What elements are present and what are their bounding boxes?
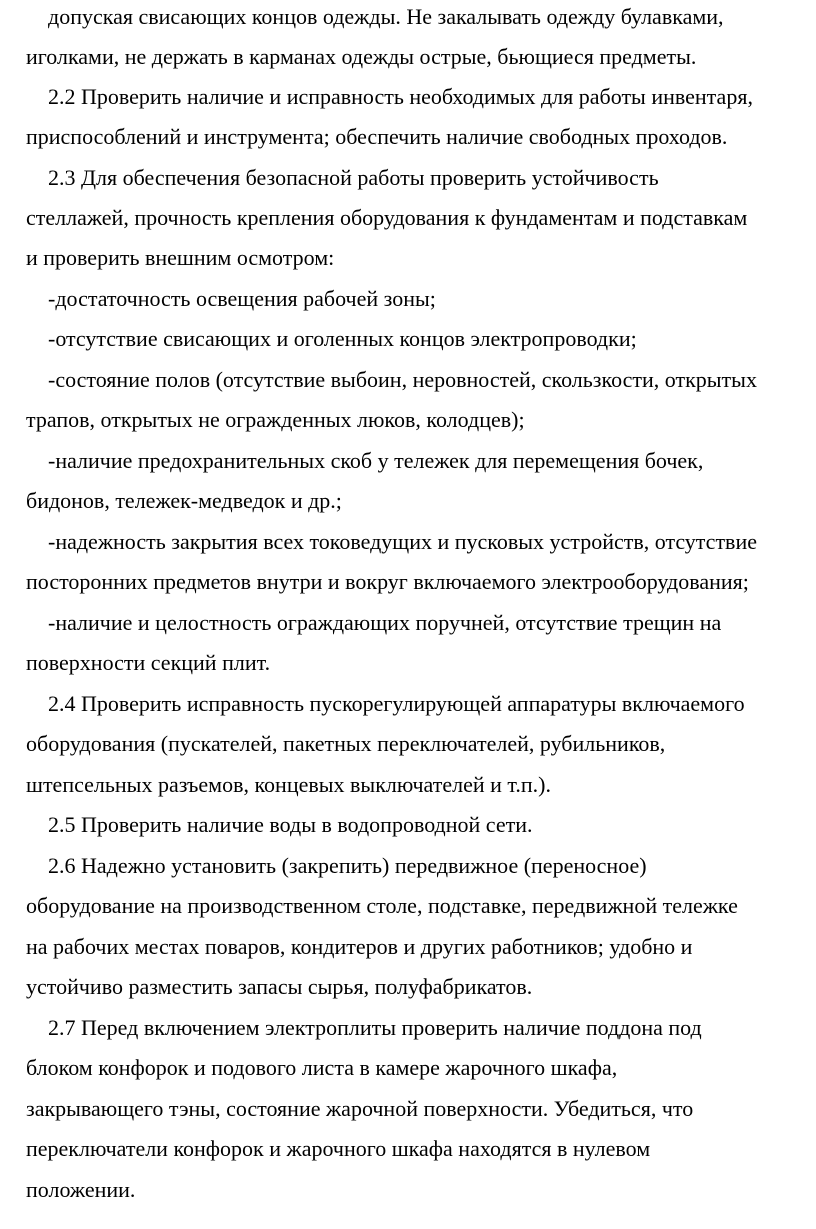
- text-line: иголками, не держать в карманах одежды острые, бьющиеся предметы.: [26, 44, 697, 69]
- text-line: 2.5 Проверить наличие воды в водопроводной сети.: [48, 812, 533, 837]
- text-line: -достаточность освещения рабочей зоны;: [48, 286, 436, 311]
- text-line: 2.3 Для обеспечения безопасной работы проверить устойчивость: [48, 165, 659, 190]
- text-line: трапов, открытых не огражденных люков, колодцев);: [26, 407, 525, 432]
- text-line: закрывающего тэны, состояние жарочной поверхности. Убедиться, что: [26, 1096, 694, 1121]
- text-line: -надежность закрытия всех токоведущих и пусковых устройств, отсутствие: [48, 529, 757, 554]
- text-line: и проверить внешним осмотром:: [26, 245, 335, 270]
- text-line: бидонов, тележек-медведок и др.;: [26, 488, 342, 513]
- text-line: оборудование на производственном столе, подставке, передвижной тележке: [26, 893, 738, 918]
- text-line: на рабочих местах поваров, кондитеров и других работников; удобно и: [26, 934, 693, 959]
- text-line: переключатели конфорок и жарочного шкафа находятся в нулевом: [26, 1136, 651, 1161]
- text-line: приспособлений и инструмента; обеспечить наличие свободных проходов.: [26, 124, 728, 149]
- text-line: -отсутствие свисающих и оголенных концов электропроводки;: [48, 326, 637, 351]
- text-line: оборудования (пускателей, пакетных переключателей, рубильников,: [26, 731, 666, 756]
- text-line: посторонних предметов внутри и вокруг включаемого электрооборудования;: [26, 569, 749, 594]
- text-line: 2.6 Надежно установить (закрепить) передвижное (переносное): [48, 853, 647, 878]
- text-line: стеллажей, прочность крепления оборудования к фундаментам и подставкам: [26, 205, 748, 230]
- text-line: штепсельных разъемов, концевых выключателей и т.п.).: [26, 772, 551, 797]
- text-line: -наличие предохранительных скоб у тележек для перемещения бочек,: [48, 448, 704, 473]
- text-line: 2.2 Проверить наличие и исправность необходимых для работы инвентаря,: [48, 84, 753, 109]
- text-line: 2.7 Перед включением электроплиты проверить наличие поддона под: [48, 1015, 702, 1040]
- text-line: устойчиво разместить запасы сырья, полуфабрикатов.: [26, 974, 533, 999]
- text-line: блоком конфорок и подового листа в камере жарочного шкафа,: [26, 1055, 618, 1080]
- text-line: поверхности секций плит.: [26, 650, 271, 675]
- text-line: положении.: [26, 1177, 136, 1202]
- text-line: -наличие и целостность ограждающих поручней, отсутствие трещин на: [48, 610, 722, 635]
- text-line: 2.4 Проверить исправность пускорегулирующей аппаратуры включаемого: [48, 691, 745, 716]
- text-line: -состояние полов (отсутствие выбоин, неровностей, скользкости, открытых: [48, 367, 757, 392]
- text-line: допуская свисающих концов одежды. Не закалывать одежду булавками,: [48, 4, 724, 29]
